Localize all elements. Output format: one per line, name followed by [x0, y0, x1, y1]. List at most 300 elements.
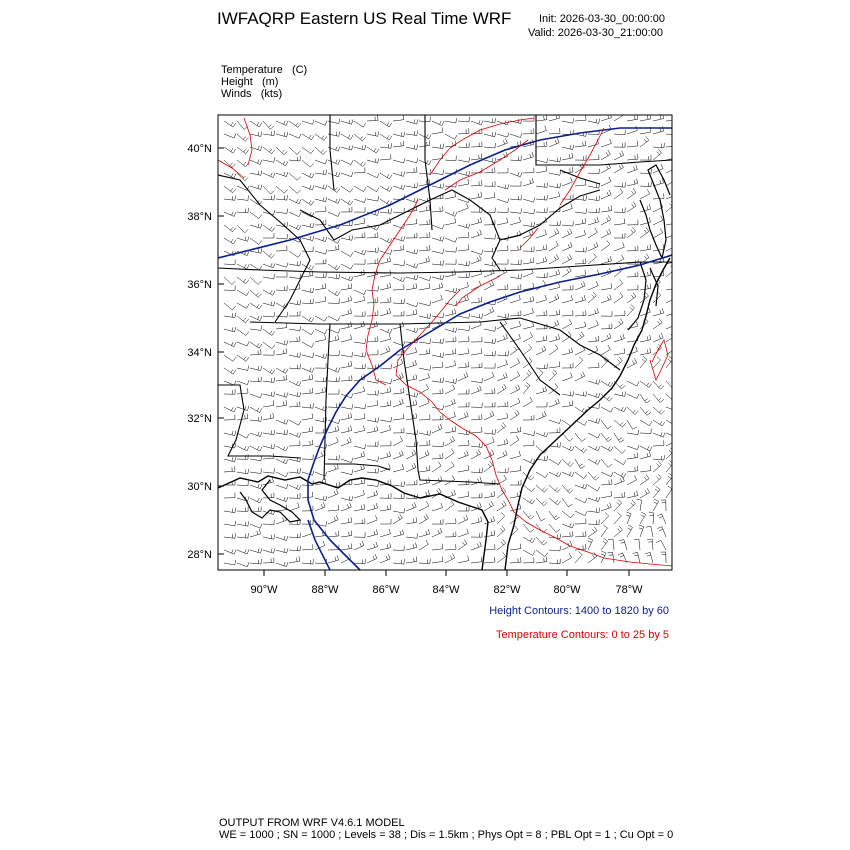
- wind-barb: [471, 192, 482, 199]
- wind-barb: [627, 285, 638, 290]
- wind-barb: [497, 468, 508, 473]
- wind-barb: [510, 436, 519, 446]
- wind-barb: [406, 219, 417, 225]
- wind-barb: [250, 185, 262, 190]
- wind-barb: [341, 470, 353, 475]
- wind-barb: [471, 128, 482, 134]
- wind-barb: [653, 216, 663, 225]
- wind-barb: [510, 451, 521, 459]
- wind-barb: [445, 518, 456, 524]
- wind-barb: [302, 426, 313, 433]
- wind-barb: [354, 250, 366, 255]
- wind-barb: [237, 454, 248, 459]
- wind-barb: [380, 154, 391, 160]
- wind-barb: [263, 468, 275, 473]
- wind-barb: [458, 515, 468, 524]
- wind-barb: [393, 399, 403, 407]
- wind-barb: [510, 427, 521, 433]
- wind-barb: [484, 339, 496, 344]
- wind-barb: [484, 461, 493, 472]
- wind-barb: [523, 246, 534, 251]
- wind-barb: [471, 142, 482, 148]
- wind-barb: [250, 316, 262, 321]
- wind-barb: [315, 259, 326, 264]
- wind-barb: [302, 544, 313, 550]
- wind-barb: [523, 168, 534, 173]
- temperature-contour-legend: Temperature Contours: 0 to 25 by 5: [495, 629, 669, 641]
- wind-barb: [367, 529, 378, 537]
- wind-barb: [380, 329, 392, 334]
- wind-barb: [458, 389, 469, 394]
- wind-barb: [666, 332, 675, 342]
- wind-barb: [510, 195, 521, 200]
- wind-barb: [302, 147, 314, 154]
- wind-barb: [341, 361, 352, 368]
- wind-barb: [588, 196, 600, 201]
- wind-barb: [328, 238, 340, 243]
- wind-barb: [510, 371, 520, 381]
- wind-barb: [237, 316, 249, 323]
- wind-barb: [549, 498, 561, 505]
- wind-barb: [588, 363, 599, 369]
- wind-barb: [445, 156, 456, 161]
- wind-barb: [341, 375, 352, 381]
- wind-barb: [575, 391, 587, 396]
- wind-barb: [432, 121, 444, 126]
- wind-barb: [276, 323, 287, 329]
- wind-barb: [601, 459, 612, 467]
- wind-barb: [458, 224, 470, 229]
- wind-barb: [484, 480, 495, 485]
- wind-barb: [640, 217, 651, 225]
- wind-barb: [302, 316, 314, 322]
- wind-barb: [536, 386, 547, 394]
- wind-barb: [614, 130, 625, 135]
- wind-barb: [627, 430, 639, 435]
- wind-barb: [575, 484, 587, 489]
- wind-barb: [341, 404, 353, 409]
- wind-barb: [601, 446, 613, 451]
- wind-barb: [536, 158, 548, 163]
- wind-barb: [328, 351, 339, 356]
- wind-barb: [588, 336, 599, 342]
- wind-barb: [302, 329, 314, 335]
- wind-barb: [653, 486, 660, 498]
- wind-barb: [614, 492, 625, 498]
- wind-barb: [523, 257, 534, 264]
- wind-barb: [640, 512, 646, 524]
- wind-barb: [484, 193, 495, 200]
- wind-barb: [224, 147, 236, 153]
- wind-barb: [315, 472, 327, 477]
- wind-barb: [445, 212, 457, 217]
- wind-barb: [393, 172, 405, 177]
- wind-barb: [497, 259, 508, 264]
- wind-barb: [302, 185, 314, 190]
- wind-barb: [458, 273, 469, 278]
- wind-barb: [393, 559, 404, 564]
- wind-barb: [523, 296, 534, 303]
- wind-barb: [354, 541, 364, 550]
- wind-barb: [588, 459, 600, 465]
- wind-barb: [315, 170, 327, 175]
- wind-barb: [354, 168, 365, 174]
- wind-barb: [562, 391, 574, 396]
- wind-barb: [367, 115, 378, 121]
- wind-barb: [237, 481, 248, 486]
- wind-barb: [367, 259, 378, 265]
- wind-barb: [328, 368, 340, 373]
- wind-barb: [289, 186, 301, 193]
- wind-barb: [224, 238, 236, 244]
- wind-barb: [575, 332, 584, 342]
- wind-barb: [445, 426, 456, 433]
- wind-barb: [471, 348, 482, 355]
- wind-barb: [601, 420, 612, 429]
- wind-barb: [289, 300, 301, 305]
- wind-barb: [458, 128, 469, 134]
- wind-barb: [614, 446, 626, 454]
- wind-barb: [250, 238, 262, 245]
- wind-barb: [588, 497, 600, 502]
- wind-barb: [575, 511, 587, 516]
- wind-barb: [549, 546, 560, 551]
- wind-barb: [263, 225, 275, 232]
- wind-barb: [380, 283, 391, 290]
- wind-barb: [250, 529, 261, 537]
- wind-barb: [276, 393, 288, 398]
- wind-barb: [406, 131, 418, 136]
- wind-barb: [458, 451, 468, 460]
- wind-barb: [341, 352, 353, 357]
- wind-barb: [614, 513, 621, 525]
- wind-barb: [523, 332, 533, 342]
- wind-barb: [432, 353, 444, 358]
- wind-barb: [497, 334, 507, 342]
- wind-barb: [562, 254, 572, 264]
- wind-barb: [666, 115, 677, 121]
- wind-barb: [666, 164, 676, 173]
- state-borders: [218, 115, 672, 484]
- wind-barb: [419, 373, 430, 381]
- wind-barb: [237, 496, 249, 501]
- wind-barb: [289, 326, 301, 331]
- wind-barb: [445, 134, 457, 139]
- wind-barb: [588, 217, 599, 225]
- wind-barb: [471, 250, 483, 255]
- wind-barb: [276, 472, 288, 477]
- wind-barb: [458, 540, 467, 550]
- wind-barb: [549, 157, 561, 162]
- wind-barb: [666, 283, 677, 290]
- wind-barb: [627, 179, 638, 187]
- wind-barb: [471, 557, 482, 563]
- wind-barb: [536, 550, 548, 557]
- wind-barb: [536, 402, 547, 407]
- wind-barb: [510, 321, 521, 329]
- wind-barb: [419, 440, 430, 446]
- wind-barb: [315, 206, 326, 212]
- wind-barb: [406, 309, 417, 316]
- wind-barb: [276, 497, 288, 502]
- wind-barb: [640, 228, 649, 239]
- wind-barb: [445, 554, 455, 564]
- wind-barb: [657, 514, 666, 524]
- wind-barb: [263, 392, 275, 397]
- wind-barb: [549, 334, 560, 342]
- wind-barb: [341, 120, 353, 125]
- wind-barb: [302, 134, 314, 140]
- wind-barb: [601, 190, 611, 199]
- wind-barb: [393, 132, 405, 137]
- wind-barb: [354, 296, 365, 303]
- wind-barb: [380, 519, 391, 524]
- wind-barb: [608, 539, 614, 550]
- wind-barb: [224, 303, 236, 310]
- wind-barb: [432, 488, 441, 498]
- wind-barb: [419, 540, 428, 550]
- wind-barb: [237, 366, 249, 371]
- wind-barb: [575, 247, 586, 252]
- wind-barb: [484, 388, 495, 394]
- wind-barb: [354, 404, 366, 409]
- wind-barb: [614, 219, 625, 226]
- wind-barb: [588, 253, 597, 264]
- wind-barb: [406, 502, 416, 511]
- wind-barb: [432, 183, 444, 188]
- wind-barb: [237, 134, 249, 141]
- wind-barb: [523, 397, 532, 407]
- wind-barb: [653, 407, 665, 414]
- wind-barb: [562, 363, 573, 368]
- wind-barb: [510, 260, 521, 265]
- wind-barb: [315, 377, 326, 382]
- wind-barb: [646, 526, 653, 537]
- wind-barb: [354, 559, 365, 564]
- wind-barb: [536, 411, 546, 420]
- wind-barb: [445, 259, 456, 264]
- wind-barb: [626, 512, 631, 524]
- wind-barb: [614, 243, 624, 252]
- wind-barb: [523, 370, 531, 381]
- wind-barb: [601, 381, 613, 387]
- wind-barb: [289, 251, 301, 257]
- wind-barb: [393, 494, 404, 499]
- wind-barb: [276, 562, 288, 567]
- wind-barb: [484, 351, 495, 356]
- wind-barb: [328, 264, 340, 270]
- wind-barb: [367, 297, 378, 303]
- wind-barb: [562, 400, 573, 407]
- wind-barb: [588, 139, 599, 147]
- wind-barb: [588, 208, 599, 213]
- wind-barb: [263, 274, 275, 279]
- wind-barb: [562, 459, 574, 467]
- wind-barb: [393, 185, 405, 190]
- wind-barb: [484, 411, 494, 420]
- wind-barb: [380, 425, 391, 433]
- wind-barb: [458, 506, 469, 511]
- wind-barb: [549, 485, 561, 492]
- wind-barb: [354, 352, 366, 357]
- wind-barb: [432, 528, 442, 537]
- wind-barb: [661, 500, 666, 511]
- wind-barb: [562, 229, 572, 238]
- wind-barb: [523, 344, 532, 355]
- wind-barb: [354, 259, 365, 264]
- wind-barb: [471, 542, 481, 550]
- wind-barb: [419, 478, 430, 485]
- wind-barb: [497, 401, 508, 407]
- wind-barb: [367, 482, 379, 487]
- height-contour-legend: Height Contours: 1400 to 1820 by 60: [489, 605, 669, 617]
- wind-barb: [588, 242, 598, 251]
- wind-barb: [341, 134, 353, 140]
- lon-label: 80°W: [553, 584, 581, 596]
- wind-barb: [549, 428, 560, 433]
- wind-barb: [614, 319, 623, 329]
- wind-barb: [328, 455, 339, 460]
- lat-label: 32°N: [187, 413, 212, 425]
- wind-barb: [614, 182, 626, 187]
- wind-barb: [536, 498, 547, 506]
- wind-barb: [224, 260, 235, 265]
- wind-barb: [354, 364, 365, 369]
- wind-barb: [471, 217, 482, 225]
- wind-barb: [354, 451, 365, 459]
- wind-barb: [237, 264, 249, 269]
- wind-barb: [471, 297, 482, 303]
- wind-barb: [523, 550, 535, 555]
- wind-barb: [406, 430, 418, 435]
- wind-barb: [562, 319, 572, 329]
- wind-barb: [601, 150, 610, 160]
- wind-barb: [588, 119, 600, 124]
- wind-barb: [523, 209, 535, 214]
- wind-barb: [315, 197, 327, 202]
- wind-barb: [276, 548, 288, 553]
- wind-barb: [341, 458, 353, 463]
- wind-barb: [497, 168, 508, 173]
- wind-barb: [640, 451, 651, 459]
- wind-barb: [341, 322, 352, 329]
- wind-barb: [627, 246, 638, 251]
- wind-barb: [367, 417, 379, 422]
- wind-barb: [614, 142, 625, 147]
- wind-barb: [237, 380, 249, 385]
- wind-barb: [562, 310, 573, 316]
- wind-barb: [237, 433, 249, 438]
- wind-barb: [497, 132, 509, 137]
- wind-barb: [588, 520, 599, 525]
- wind-barb: [380, 250, 392, 255]
- wind-barb: [523, 511, 534, 519]
- wind-barb: [614, 459, 626, 465]
- wind-barb: [367, 147, 379, 153]
- wind-barb: [614, 392, 626, 397]
- wind-barb: [328, 437, 338, 446]
- field-winds: Winds (kts): [221, 88, 283, 100]
- wind-barb: [224, 466, 235, 472]
- wind-barb: [601, 139, 611, 147]
- wind-barb: [575, 218, 586, 225]
- wind-barb: [237, 290, 249, 296]
- wind-barb: [367, 542, 378, 550]
- wind-barb: [471, 378, 483, 383]
- wind-barb: [640, 155, 651, 160]
- wind-barb: [315, 147, 327, 155]
- wind-barb: [510, 181, 521, 186]
- wind-barb: [354, 414, 365, 421]
- pamlico-sound: [628, 262, 658, 330]
- wind-barb: [315, 316, 327, 321]
- wind-barb: [601, 295, 611, 304]
- wind-barb: [471, 468, 482, 473]
- chesapeake: [640, 165, 670, 258]
- wind-barb: [289, 441, 300, 446]
- wind-barb: [237, 533, 248, 538]
- wind-barb: [250, 212, 262, 219]
- wind-barb: [406, 463, 416, 472]
- wind-barb: [380, 441, 391, 446]
- wind-barb: [328, 172, 340, 177]
- wind-barb: [393, 428, 404, 433]
- wind-barb: [575, 531, 586, 537]
- wind-barb: [419, 415, 430, 421]
- wind-barb: [601, 491, 612, 498]
- wind-barb: [523, 322, 534, 329]
- wind-barb: [263, 147, 275, 154]
- wind-barb: [536, 141, 547, 147]
- wind-barb: [406, 374, 417, 381]
- wind-barb: [562, 433, 573, 441]
- wind-barb: [315, 134, 327, 140]
- wind-barb: [653, 455, 665, 460]
- wind-barb: [276, 459, 288, 464]
- wind-barb: [419, 205, 430, 212]
- wind-barb: [497, 245, 508, 251]
- wind-barb: [653, 441, 664, 447]
- wind-barb: [510, 295, 520, 303]
- wind-barb: [653, 228, 663, 238]
- wind-barb: [588, 393, 600, 398]
- wind-barb: [380, 308, 391, 316]
- wind-barb: [614, 348, 625, 355]
- wind-barb: [575, 472, 587, 479]
- wind-barb: [471, 337, 482, 342]
- wind-barb: [315, 502, 325, 511]
- wind-barb: [639, 525, 644, 537]
- wind-barb: [575, 141, 586, 147]
- wind-barb: [354, 186, 366, 192]
- wind-barb: [484, 281, 494, 290]
- wind-barb: [536, 230, 546, 238]
- wind-barb: [588, 169, 599, 174]
- wind-barb: [627, 154, 638, 160]
- wind-barb: [510, 410, 519, 420]
- wind-barb: [276, 246, 287, 252]
- wind-barb: [354, 519, 365, 525]
- wind-barb: [315, 496, 327, 501]
- wind-barb: [224, 508, 236, 513]
- wind-barb: [432, 453, 443, 459]
- wind-barb: [510, 208, 522, 213]
- wind-barb: [289, 173, 301, 180]
- wind-barb: [666, 448, 674, 459]
- wind-barb: [445, 399, 455, 407]
- field-height: Height (m): [221, 76, 279, 88]
- wind-barb: [614, 476, 624, 485]
